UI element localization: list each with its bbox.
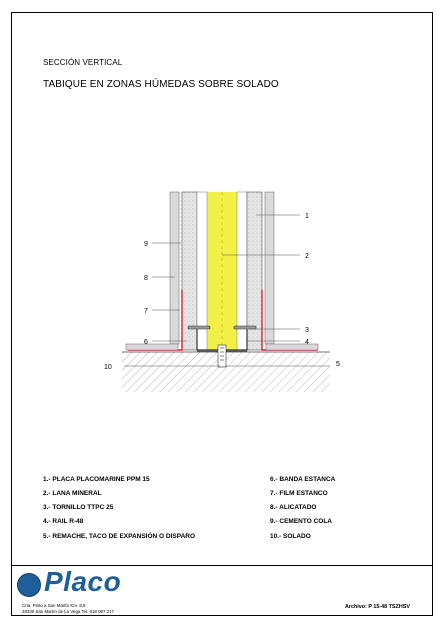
address-line-1: Crta. Pinto a San Martín Km. 8,9 xyxy=(22,603,86,608)
legend-item-7: 7.- FILM ESTANCO xyxy=(270,490,328,497)
legend-item-2: 2.- LANA MINERAL xyxy=(43,490,102,497)
drawing-title: TABIQUE EN ZONAS HÚMEDAS SOBRE SOLADO xyxy=(43,79,279,90)
archive-code: Archivo: P 15-48 TSZHSV xyxy=(345,604,410,610)
callout-3: 3 xyxy=(305,327,309,334)
callout-7: 7 xyxy=(144,308,148,315)
callout-8: 8 xyxy=(144,275,148,282)
callout-5: 5 xyxy=(336,361,340,368)
floor-tile-right xyxy=(266,344,318,350)
legend-item-9: 9.- CEMENTO COLA xyxy=(270,518,332,525)
tile-left xyxy=(170,192,179,344)
brand-logo: Placo xyxy=(44,566,122,597)
placo-logo-icon xyxy=(17,573,41,597)
callout-9: 9 xyxy=(144,241,148,248)
legend-item-8: 8.- ALICATADO xyxy=(270,504,317,511)
callout-4: 4 xyxy=(305,339,309,346)
legend-item-10: 10.- SOLADO xyxy=(270,533,311,540)
callout-1: 1 xyxy=(305,213,309,220)
legend-item-6: 6.- BANDA ESTANCA xyxy=(270,476,336,483)
anchor xyxy=(218,345,226,367)
legend-item-4: 4.- RAIL R-48 xyxy=(43,518,84,525)
legend-item-1: 1.- PLACA PLACOMARINE PPM 15 xyxy=(43,476,150,483)
section-title: SECCIÓN VERTICAL xyxy=(43,58,123,67)
legend-item-3: 3.- TORNILLO TTPC 25 xyxy=(43,504,114,511)
callout-10: 10 xyxy=(104,364,112,371)
floor-tile-left xyxy=(126,344,178,350)
legend-item-5: 5.- REMACHE, TACO DE EXPANSIÓN O DISPARO xyxy=(43,533,196,540)
address-line-2: 28330 San Martín de La Vega Tel. 918 087 217 xyxy=(22,609,114,614)
callout-2: 2 xyxy=(305,253,309,260)
callout-6: 6 xyxy=(144,339,148,346)
